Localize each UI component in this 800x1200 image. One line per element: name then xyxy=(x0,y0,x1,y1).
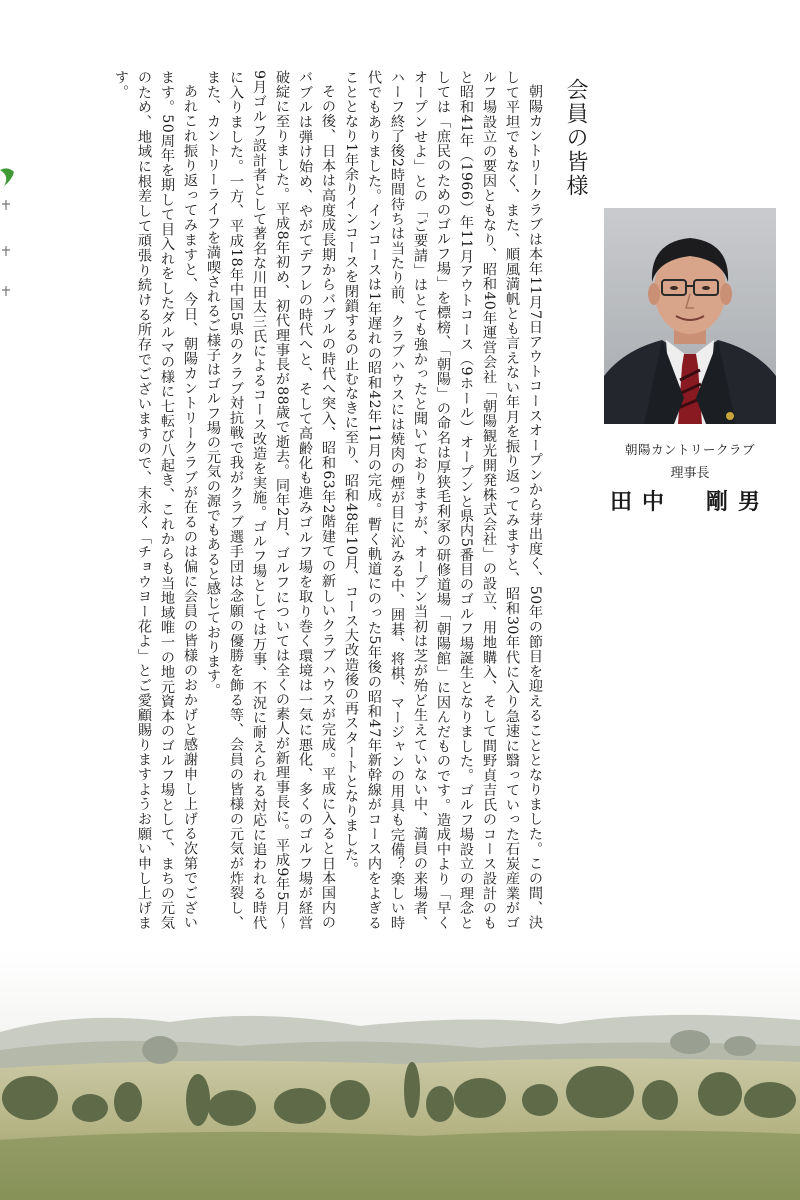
chairman-name: 田中 剛男 xyxy=(609,489,770,515)
paragraph-2: その後、日本は高度成長期からバブルの時代へ突入、昭和63年2階建ての新しいクラブハウスが完成。平成に入ると日本国内のバブルは弾け始め、やがてデフレの時代へと、そして高齢化も進みゴルフ場を取り巻く環境は一気に悪化、多くのゴルフ場が経営破綻に至りました。平成8年初め、初代理事長が88歳で逝去。同年2月、ゴルフについては全くの素人が新理事長に。平成9年5月～9月ゴルフ設計者として著名な川田太三氏によるコース改造を実施。ゴルフ場としては万事、不況に耐えられる対応に追われる時代に入りました。一方、平成18年中国5県のクラブ対抗戦で我がクラブ選手団は念願の優勝を飾る等、会員の皆様の元気が炸裂し、また、カントリーライフを満喫されるご様子はゴルフ場の元気の源でもあると感じております。 xyxy=(205,70,336,930)
paragraph-1: 朝陽カントリークラブは本年11月7日アウトコースオープンから芽出度く、50年の節目を迎えることとなりました。この間、決して平坦でもなく、また、順風満帆とも言えない年月を振り返ってみますと、昭和30年代に入り急速に翳っていった石炭産業がゴルフ場設立の要因ともなり、昭和40年運営会社「朝陽観光開発株式会社」の設立、用地購入、そして間野貞吉氏のコース設計のもと昭和41年（1966）年11月アウトコース（9ホール）オープンと県内5番目のゴルフ場誕生となりました。ゴルフ場設立の理念としては「庶民のためのゴルフ場」を標榜、「朝陽」の命名は厚狭毛利家の研修道場「朝陽館」に因んだものです。造成中より「早くオープンせよ」との「ご要請」はとても強かったと聞いておりますが、オープン当初は芝が殆ど生えていない中、満員の来場者、ハーフ終了後2時間待ちは当たり前、クラブハウスには焼肉の煙が目に沁みる中、囲碁、将棋、マージャンの用具も完備？楽しい時代でもありました。インコースは1年遅れの昭和42年11月の完成。暫く軌道にのった5年後の昭和47年新幹線がコース内をよぎることとなり1年余りインコースを閉鎖するの止むなきに至り、昭和48年10月、コース大改造後の再スタートとなりました。 xyxy=(343,70,543,930)
portrait-caption xyxy=(590,440,790,516)
paragraph-3: あれこれ振り返ってみますと、今日、朝陽カントリークラブが在るのは偏に会員の皆様のおかげと感謝申し上げる次第でございます。50周年を期して目入れをしたダルマの様に七転び八起き、これからも当地域唯一の地元資本のゴルフ場として、まちの元気のため、地域に根差して頑張り続ける所存でございますので、末永く「チョウヨー花よ」とご愛顧賜りますようお願い申し上げます。 xyxy=(113,70,198,930)
club-name: 朝陽カントリークラブ xyxy=(624,442,755,457)
message-body xyxy=(34,70,546,930)
chairman-title: 理事長 xyxy=(670,466,710,481)
chairman-portrait xyxy=(604,208,776,424)
page-heading: 会員の皆様 xyxy=(563,78,588,198)
golf-course-photo xyxy=(0,950,800,1200)
edge-decoration xyxy=(0,150,16,320)
